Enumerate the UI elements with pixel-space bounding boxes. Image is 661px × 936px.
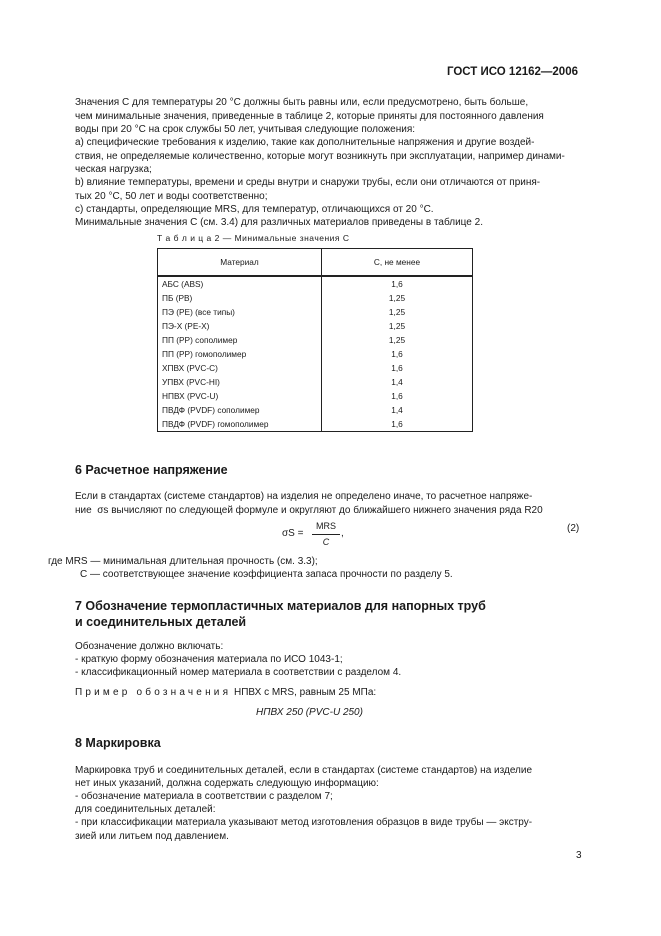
formula-denominator: C bbox=[322, 537, 330, 547]
example-label: Пример обозначения bbox=[75, 687, 232, 698]
s6-text-line: Если в стандартах (системе стандартов) на изделия не определено иначе, то расчетное напряже- bbox=[75, 491, 533, 502]
s7-text-line: Обозначение должно включать: bbox=[75, 641, 224, 652]
c-value-cell: 1,25 bbox=[322, 333, 473, 347]
material-cell: ПЭ-Х (PE-X) bbox=[158, 319, 322, 333]
s6-prefix: ние bbox=[75, 505, 92, 516]
s8-text-line: Маркировка труб и соединительных деталей, если в стандартах (системе стандартов) на изделие bbox=[75, 765, 533, 776]
section-8-heading: 8 Маркировка bbox=[75, 736, 161, 750]
table-caption: Т а б л и ц а 2 — Минимальные значения С bbox=[157, 233, 350, 243]
c-value-cell: 1,6 bbox=[322, 347, 473, 361]
formula-lhs: σS = bbox=[282, 528, 304, 539]
table-row bbox=[158, 305, 473, 319]
table-row bbox=[158, 403, 473, 417]
item-b-line: тых 20 °С, 50 лет и воды соответственно; bbox=[75, 191, 268, 202]
material-cell: ХПВХ (PVC-C) bbox=[158, 361, 322, 375]
section-7-heading: 7 Обозначение термопластичных материалов для напорных труб bbox=[75, 599, 486, 613]
material-cell: АБС (ABS) bbox=[158, 276, 322, 291]
example-value: НПВХ 250 (PVC-U 250) bbox=[256, 707, 363, 718]
formula-comma: , bbox=[341, 528, 344, 539]
table-reference-line: Минимальные значения С (см. 3.4) для различных материалов приведены в таблице 2. bbox=[75, 217, 483, 228]
c-value-cell: 1,6 bbox=[322, 417, 473, 432]
s8-text-line: нет иных указаний, должна содержать следующую информацию: bbox=[75, 778, 379, 789]
s8-text-line: зией или литьем под давлением. bbox=[75, 831, 229, 842]
page-number: 3 bbox=[576, 850, 582, 861]
item-c-line: с) стандарты, определяющие MRS, для температур, отличающихся от 20 °С. bbox=[75, 204, 434, 215]
min-values-table bbox=[157, 248, 473, 432]
s6-rest: вычисляют по следующей формуле и округляют до ближайшего нижнего значения ряда R20 bbox=[111, 505, 543, 516]
s7-text-line: - краткую форму обозначения материала по ИСО 1043-1; bbox=[75, 654, 343, 665]
item-a-line: ствия, не определяемые количественно, которые могут возникнуть при эксплуатации, например динами- bbox=[75, 151, 565, 162]
c-value-cell: 1,6 bbox=[322, 276, 473, 291]
example-line bbox=[75, 686, 376, 700]
document-id-header: ГОСТ ИСО 12162—2006 bbox=[446, 66, 578, 78]
sigma-symbol: σs bbox=[97, 505, 109, 516]
material-cell: УПВХ (PVC-HI) bbox=[158, 375, 322, 389]
c-value-cell: 1,25 bbox=[322, 305, 473, 319]
table-header-c: С, не менее bbox=[322, 249, 473, 277]
where-line: С — соответствующее значение коэффициента запаса прочности по разделу 5. bbox=[80, 569, 453, 580]
s8-text-line: для соединительных деталей: bbox=[75, 804, 216, 815]
item-a-line: а) специфические требования к изделию, такие как дополнительные напряжения и другие воздей- bbox=[75, 137, 535, 148]
s8-text-line: - при классификации материала указывают метод изготовления образцов в виде трубы — экстру- bbox=[75, 817, 533, 828]
table-row bbox=[158, 333, 473, 347]
formula-number: (2) bbox=[567, 523, 580, 534]
s8-text-line: - обозначение материала в соответствии с разделом 7; bbox=[75, 791, 333, 802]
table-row bbox=[158, 347, 473, 361]
table-row bbox=[158, 417, 473, 432]
item-a-line: ческая нагрузка; bbox=[75, 164, 152, 175]
item-b-line: b) влияние температуры, времени и среды внутри и снаружи трубы, если они отличаются от приня- bbox=[75, 177, 541, 188]
fraction-bar bbox=[312, 534, 340, 535]
table-header-material: Материал bbox=[158, 249, 322, 277]
example-text: НПВХ с MRS, равным 25 МПа: bbox=[233, 687, 377, 698]
table-row bbox=[158, 361, 473, 375]
table-row bbox=[158, 319, 473, 333]
material-cell: ПП (PP) сополимер bbox=[158, 333, 322, 347]
c-value-cell: 1,4 bbox=[322, 403, 473, 417]
c-value-cell: 1,25 bbox=[322, 291, 473, 305]
material-cell: ПВДФ (PVDF) сополимер bbox=[158, 403, 322, 417]
intro-line: чем минимальные значения, приведенные в таблице 2, которые приняты для постоянного давления bbox=[75, 111, 544, 122]
c-value-cell: 1,25 bbox=[322, 319, 473, 333]
c-value-cell: 1,6 bbox=[322, 389, 473, 403]
section-6-heading: 6 Расчетное напряжение bbox=[75, 463, 228, 477]
section-7-heading-cont: и соединительных деталей bbox=[75, 615, 247, 629]
s7-text-line: - классификационный номер материала в соответствии с разделом 4. bbox=[75, 667, 402, 678]
intro-line: Значения С для температуры 20 °С должны быть равны или, если предусмотрено, быть больше, bbox=[75, 97, 529, 108]
intro-line: воды при 20 °С на срок службы 50 лет, учитывая следующие положения: bbox=[75, 124, 416, 135]
c-value-cell: 1,6 bbox=[322, 361, 473, 375]
material-cell: НПВХ (PVC-U) bbox=[158, 389, 322, 403]
table-row bbox=[158, 276, 473, 291]
table-row bbox=[158, 389, 473, 403]
where-line: где MRS — минимальная длительная прочность (см. 3.3); bbox=[48, 556, 318, 567]
material-cell: ПВДФ (PVDF) гомополимер bbox=[158, 417, 322, 432]
s6-text-line bbox=[75, 504, 543, 518]
c-value-cell: 1,4 bbox=[322, 375, 473, 389]
formula-numerator: MRS bbox=[316, 521, 336, 531]
material-cell: ПЭ (PE) (все типы) bbox=[158, 305, 322, 319]
material-cell: ПП (PP) гомополимер bbox=[158, 347, 322, 361]
material-cell: ПБ (PB) bbox=[158, 291, 322, 305]
table-row bbox=[158, 375, 473, 389]
table-row bbox=[158, 291, 473, 305]
